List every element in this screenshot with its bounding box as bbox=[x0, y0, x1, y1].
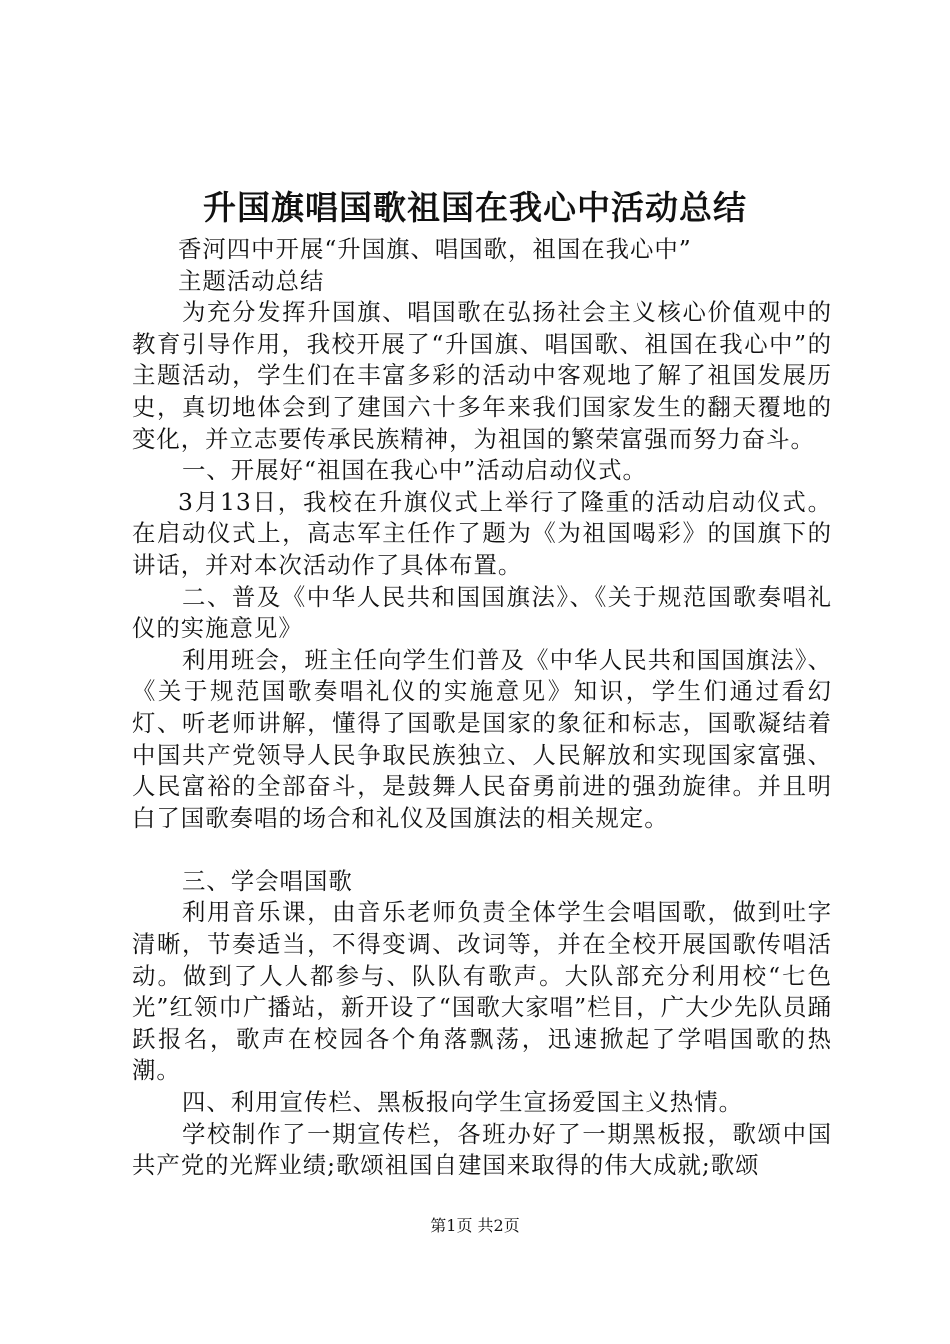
document-title: 升国旗唱国歌祖国在我心中活动总结 bbox=[203, 188, 747, 227]
paragraph-intro: 为充分发挥升国旗、唱国歌在弘扬社会主义核心价值观中的教育引导作用，我校开展了“升国旗、唱国歌、祖国在我心中”的主题活动，学生们在丰富多彩的活动中客观地了解了祖国发展历史，真切地体会到了建国六十多年来我们国家发生的翻天覆地的变化，并立志要传承民族精神，为祖国的繁荣富强而努力奋斗。 bbox=[132, 298, 832, 453]
paragraph-section-2: 利用班会，班主任向学生们普及《中华人民共和国国旗法》、《关于规范国歌奏唱礼仪的实施意见》知识，学生们通过看幻灯、听老师讲解，懂得了国歌是国家的象征和标志，国歌凝结着中国共产党领导人民争取民族独立、人民解放和实现国家富强、人民富裕的全部奋斗，是鼓舞人民奋勇前进的强劲旋律。并且明白了国歌奏唱的场合和礼仪及国旗法的相关规定。 bbox=[132, 645, 832, 832]
paragraph-section-1: 3月13日，我校在升旗仪式上举行了隆重的活动启动仪式。在启动仪式上，高志军主任作了题为《为祖国喝彩》的国旗下的讲话，并对本次活动作了具体布置。 bbox=[132, 487, 832, 579]
paragraph-section-4: 学校制作了一期宣传栏，各班办好了一期黑板报，歌颂中国共产党的光辉业绩;歌颂祖国自建国来取得的伟大成就;歌颂 bbox=[132, 1119, 832, 1180]
section-heading-3: 三、学会唱国歌 bbox=[182, 866, 353, 895]
section-heading-4: 四、利用宣传栏、黑板报向学生宣扬爱国主义热情。 bbox=[182, 1088, 743, 1117]
subtitle-line-2: 主题活动总结 bbox=[178, 266, 325, 295]
document-body bbox=[132, 234, 832, 1182]
section-heading-1: 一、开展好“祖国在我心中”活动启动仪式。 bbox=[182, 456, 647, 485]
subtitle-line-1: 香河四中开展“升国旗、唱国歌，祖国在我心中” bbox=[178, 235, 692, 263]
blank-line bbox=[132, 834, 832, 866]
section-heading-2: 二、普及《中华人民共和国国旗法》、《关于规范国歌奏唱礼仪的实施意见》 bbox=[132, 582, 832, 643]
paragraph-section-3: 利用音乐课，由音乐老师负责全体学生会唱国歌，做到吐字清晰，节奏适当，不得变调、改词等，并在全校开展国歌传唱活动。做到了人人都参与、队队有歌声。大队部充分利用校“七色光”红领巾广播站，新开设了“国歌大家唱”栏目，广大少先队员踊跃报名，歌声在校园各个角落飘荡，迅速掀起了学唱国歌的热潮。 bbox=[132, 898, 832, 1085]
page-footer: 第1页 共2页 bbox=[430, 1216, 520, 1235]
